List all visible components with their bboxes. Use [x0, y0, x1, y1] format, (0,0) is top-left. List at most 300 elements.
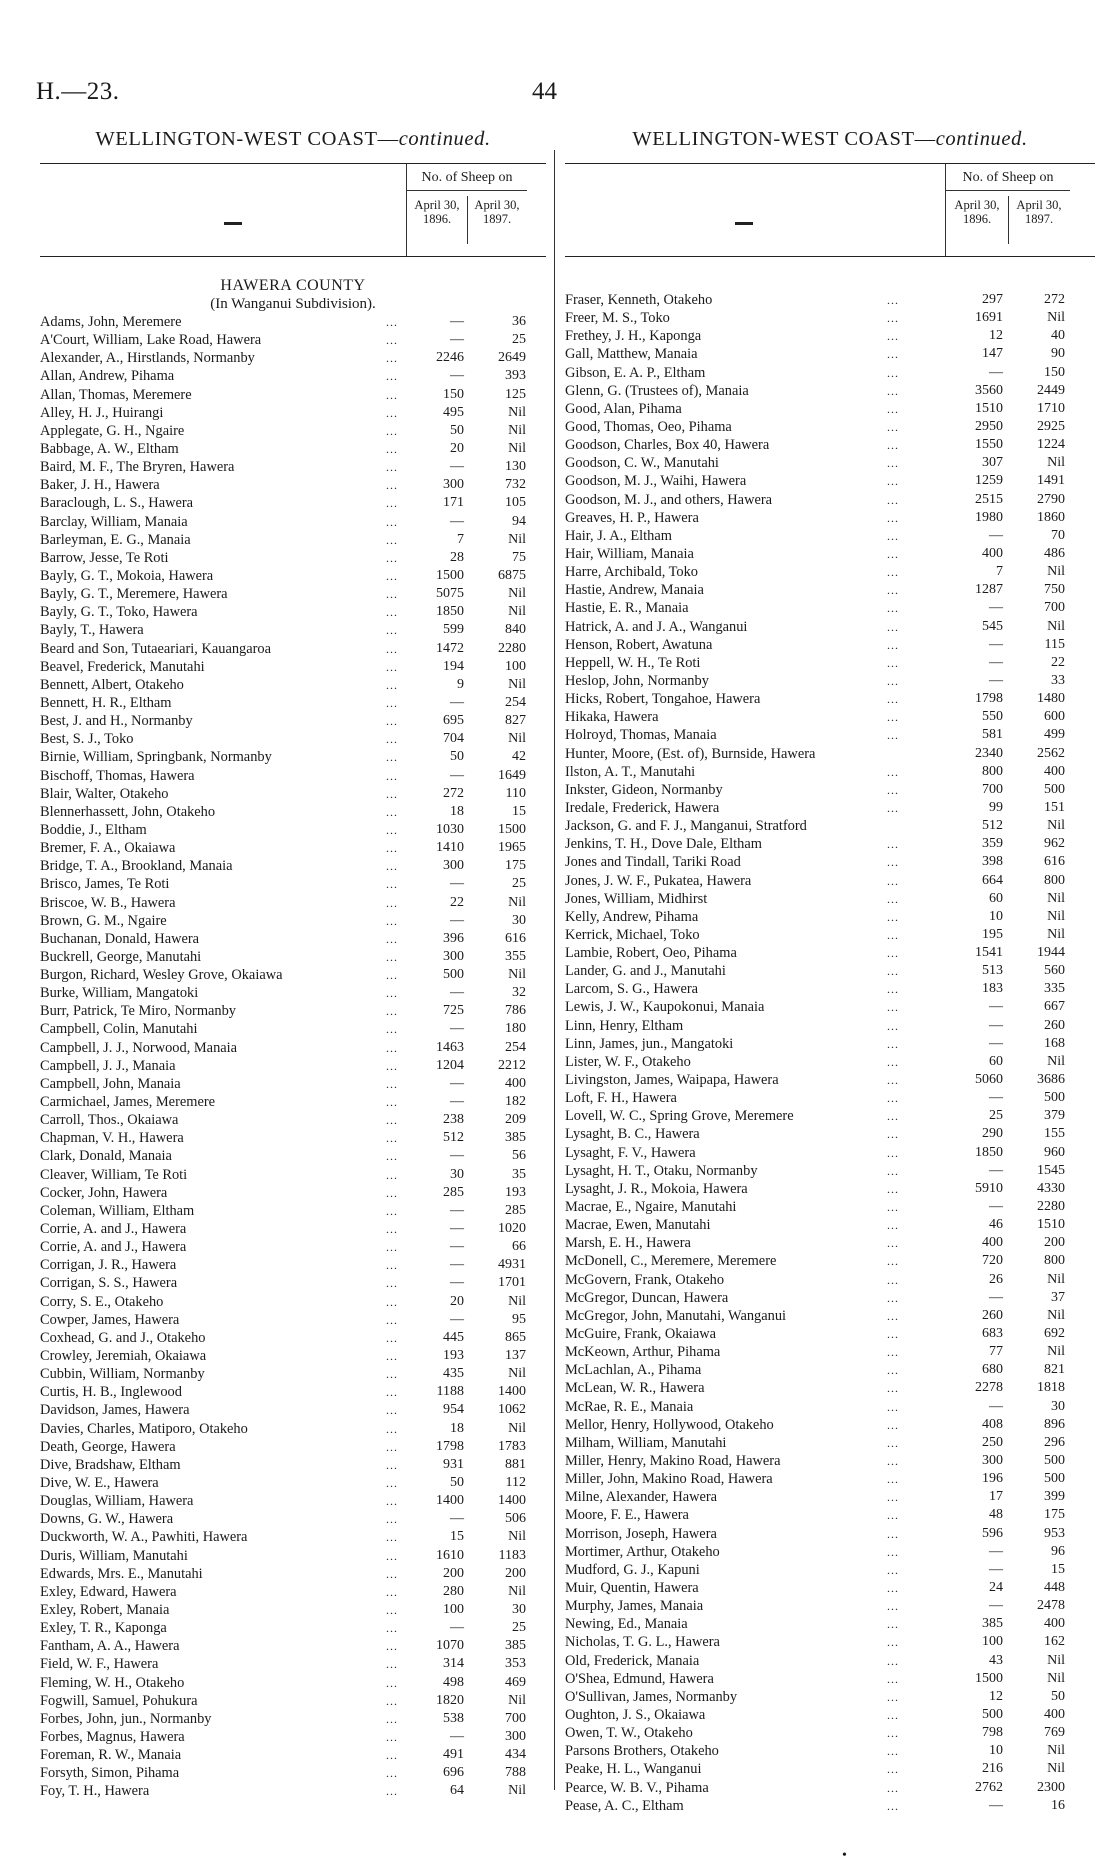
row-value-1896: —	[989, 1543, 1003, 1559]
table-row	[565, 1742, 1095, 1760]
row-name: Curtis, H. B., Inglewood	[40, 1384, 182, 1401]
row-name: Baird, M. F., The Bryren, Hawera	[40, 459, 235, 476]
row-value-1896: 10	[989, 908, 1003, 924]
row-name: Corrie, A. and J., Hawera	[40, 1239, 187, 1256]
table-row	[40, 1220, 546, 1238]
row-leader-dots: ...	[386, 822, 398, 837]
row-name: Baraclough, L. S., Hawera	[40, 495, 194, 512]
row-name: Gibson, E. A. P., Eltham	[565, 364, 706, 381]
row-name: McLachlan, A., Pihama	[565, 1362, 702, 1379]
table-row	[565, 491, 1095, 509]
row-name: Foy, T. H., Hawera	[40, 1783, 150, 1800]
row-value-1897: 1545	[1037, 1162, 1065, 1178]
table-row	[40, 712, 546, 730]
row-value-1896: 1030	[436, 821, 464, 837]
table-row	[565, 980, 1095, 998]
table-row	[40, 1692, 546, 1710]
right-name-column-dash	[735, 222, 753, 225]
row-leader-dots: ...	[887, 365, 899, 380]
row-value-1896: —	[450, 912, 464, 928]
row-value-1897: 32	[512, 985, 526, 1001]
row-name: Forbes, John, jun., Normanby	[40, 1710, 212, 1727]
row-value-1896: 77	[989, 1344, 1003, 1360]
row-value-1896: 297	[982, 292, 1003, 307]
row-leader-dots: ...	[386, 1276, 398, 1291]
row-value-1897: 434	[505, 1747, 526, 1763]
row-value-1897: 105	[505, 495, 526, 511]
row-leader-dots: ...	[887, 510, 899, 525]
row-name: Goodson, M. J., Waihi, Hawera	[565, 473, 747, 490]
row-value-1897: 769	[1044, 1725, 1065, 1741]
row-value-1897: 616	[505, 930, 526, 946]
row-value-1896: —	[989, 1090, 1003, 1106]
row-name: Iredale, Frederick, Hawera	[565, 799, 720, 816]
row-value-1897: 162	[1044, 1634, 1065, 1650]
row-name: Coleman, William, Eltham	[40, 1202, 195, 1219]
table-row	[565, 926, 1095, 944]
row-value-1897: 667	[1044, 999, 1065, 1015]
row-name: Lysaght, F. V., Hawera	[565, 1144, 696, 1161]
row-value-1896: —	[450, 1620, 464, 1636]
row-value-1897: 25	[512, 1620, 526, 1636]
table-row	[40, 386, 546, 404]
row-value-1897: 1944	[1037, 945, 1065, 961]
row-value-1897: 25	[512, 332, 526, 348]
row-value-1897: 353	[505, 1656, 526, 1672]
row-leader-dots: ...	[887, 1091, 899, 1106]
table-row	[40, 857, 546, 875]
row-name: Clark, Donald, Manaia	[40, 1148, 172, 1165]
row-value-1897: 209	[505, 1112, 526, 1128]
row-name: Lysaght, B. C., Hawera	[565, 1126, 700, 1143]
table-row	[40, 966, 546, 984]
row-value-1896: 400	[982, 545, 1003, 561]
table-row	[40, 767, 546, 785]
table-row	[40, 894, 546, 912]
left-column-title	[40, 128, 546, 151]
row-value-1897: Nil	[508, 440, 526, 456]
row-leader-dots: ...	[887, 1018, 899, 1033]
row-value-1896: 50	[450, 749, 464, 765]
row-name: Pease, A. C., Eltham	[565, 1797, 684, 1814]
row-value-1896: 1472	[436, 640, 464, 656]
row-value-1896: 1410	[436, 840, 464, 856]
row-value-1896: —	[450, 1202, 464, 1218]
row-name: Linn, James, jun., Mangatoki	[565, 1035, 734, 1052]
row-value-1896: 22	[450, 894, 464, 910]
row-name: Fantham, A. A., Hawera	[40, 1638, 180, 1655]
row-value-1897: Nil	[1047, 1053, 1065, 1069]
row-name: Forbes, Magnus, Hawera	[40, 1728, 185, 1745]
table-row	[565, 1289, 1095, 1307]
row-value-1897: 2649	[498, 350, 526, 366]
row-value-1896: 2950	[975, 418, 1003, 434]
row-value-1896: 704	[443, 731, 464, 747]
row-value-1897: 296	[1044, 1434, 1065, 1450]
row-leader-dots: ...	[887, 1000, 899, 1015]
table-row	[565, 1271, 1095, 1289]
row-name: Oughton, J. S., Okaiawa	[565, 1706, 706, 1723]
row-value-1896: 800	[982, 763, 1003, 779]
table-row	[40, 948, 546, 966]
page-number: 44	[532, 78, 557, 105]
row-name: Good, Alan, Pihama	[565, 400, 682, 417]
row-value-1896: 64	[450, 1783, 464, 1799]
row-name: Cowper, James, Hawera	[40, 1311, 180, 1328]
table-row	[565, 418, 1095, 436]
row-value-1896: —	[450, 1511, 464, 1527]
row-name: Birnie, William, Springbank, Normanby	[40, 749, 272, 766]
row-value-1897: Nil	[508, 731, 526, 747]
table-row	[565, 636, 1095, 654]
table-row	[40, 658, 546, 676]
table-row	[565, 1307, 1095, 1325]
table-row	[565, 1434, 1095, 1452]
row-value-1897: 56	[512, 1148, 526, 1164]
row-value-1897: 448	[1044, 1579, 1065, 1595]
row-leader-dots: ...	[887, 1218, 899, 1233]
row-value-1896: 683	[982, 1326, 1003, 1342]
table-row	[565, 745, 1095, 763]
table-row	[565, 1633, 1095, 1651]
row-leader-dots: ...	[386, 423, 398, 438]
row-value-1896: 599	[443, 622, 464, 638]
page-header-ref: H.—23.	[36, 78, 120, 105]
row-name: Alexander, A., Hirstlands, Normanby	[40, 350, 255, 367]
row-leader-dots: ...	[386, 1621, 398, 1636]
row-value-1897: 1818	[1037, 1380, 1065, 1396]
right-title-text: WELLINGTON-WEST COAST—	[632, 128, 936, 150]
row-value-1897: Nil	[1047, 926, 1065, 942]
row-value-1897: Nil	[1047, 455, 1065, 471]
row-name: Barrow, Jesse, Te Roti	[40, 549, 169, 566]
table-row	[40, 730, 546, 748]
row-name: Mortimer, Arthur, Otakeho	[565, 1543, 720, 1560]
table-row	[40, 1020, 546, 1038]
row-value-1897: 16	[1051, 1797, 1065, 1813]
row-value-1896: 99	[989, 799, 1003, 815]
row-name: Miller, Henry, Makino Road, Hawera	[565, 1453, 781, 1469]
row-value-1897: 272	[1044, 292, 1065, 307]
row-value-1897: Nil	[508, 1783, 526, 1799]
row-value-1896: 7	[996, 564, 1003, 580]
row-leader-dots: ...	[887, 1580, 899, 1595]
row-name: Barclay, William, Manaia	[40, 513, 188, 530]
row-value-1897: 37	[1051, 1289, 1065, 1305]
row-leader-dots: ...	[386, 1113, 398, 1128]
table-row	[565, 1252, 1095, 1270]
row-name: Buchanan, Donald, Hawera	[40, 930, 200, 947]
table-row	[40, 1202, 546, 1220]
table-row	[40, 1547, 546, 1565]
row-leader-dots: ...	[887, 1689, 899, 1704]
row-value-1896: 2246	[436, 350, 464, 366]
row-value-1896: 2278	[975, 1380, 1003, 1396]
row-leader-dots: ...	[887, 855, 899, 870]
table-row	[40, 1438, 546, 1456]
row-name: Goodson, M. J., and others, Hawera	[565, 491, 773, 508]
row-value-1896: —	[450, 1094, 464, 1110]
row-leader-dots: ...	[386, 1512, 398, 1527]
row-value-1897: 840	[505, 622, 526, 638]
row-value-1896: 545	[982, 618, 1003, 634]
row-value-1896: —	[989, 527, 1003, 543]
table-row	[565, 781, 1095, 799]
row-leader-dots: ...	[887, 1308, 899, 1323]
row-name: Lander, G. and J., Manutahi	[565, 963, 726, 980]
table-row	[40, 1002, 546, 1020]
row-value-1896: 2340	[975, 745, 1003, 761]
row-leader-dots: ...	[887, 1744, 899, 1759]
row-leader-dots: ...	[887, 873, 899, 888]
row-value-1896: 720	[982, 1253, 1003, 1269]
row-name: Bridge, T. A., Brookland, Manaia	[40, 858, 233, 875]
row-value-1896: 17	[989, 1489, 1003, 1505]
row-value-1897: Nil	[1047, 1271, 1065, 1287]
row-value-1897: Nil	[508, 1692, 526, 1708]
row-name: McGuire, Frank, Okaiawa	[565, 1326, 717, 1343]
row-name: Macrae, E., Ngaire, Manutahi	[565, 1199, 737, 1216]
table-row	[40, 676, 546, 694]
row-value-1896: 285	[443, 1184, 464, 1200]
row-leader-dots: ...	[887, 964, 899, 979]
table-row	[40, 1329, 546, 1347]
row-name: Hikaka, Hawera	[565, 709, 659, 726]
table-row	[40, 1764, 546, 1782]
table-row	[40, 1746, 546, 1764]
row-value-1897: 469	[505, 1674, 526, 1690]
row-name: Exley, T. R., Kaponga	[40, 1620, 167, 1637]
row-name: Hair, William, Manaia	[565, 545, 694, 562]
row-value-1897: 827	[505, 713, 526, 729]
row-leader-dots: ...	[386, 895, 398, 910]
row-name: Mudford, G. J., Kapuni	[565, 1561, 700, 1578]
row-value-1897: 400	[1044, 763, 1065, 779]
right-sheep-header	[945, 164, 1070, 256]
table-row	[565, 654, 1095, 672]
row-leader-dots: ...	[386, 1185, 398, 1200]
row-value-1896: 550	[982, 709, 1003, 725]
row-value-1896: —	[450, 1275, 464, 1291]
row-value-1897: 125	[505, 386, 526, 402]
table-row	[40, 785, 546, 803]
row-leader-dots: ...	[386, 369, 398, 384]
row-name: McGovern, Frank, Otakeho	[565, 1271, 725, 1288]
row-name: Davidson, James, Hawera	[40, 1402, 190, 1419]
row-name: Corry, S. E., Otakeho	[40, 1293, 164, 1310]
row-leader-dots: ...	[386, 1729, 398, 1744]
left-subheader-divider	[467, 196, 468, 244]
row-value-1896: —	[989, 1035, 1003, 1051]
table-row	[565, 726, 1095, 744]
row-value-1896: 1610	[436, 1547, 464, 1563]
row-leader-dots: ...	[887, 982, 899, 997]
row-name: Fleming, W. H., Otakeho	[40, 1674, 185, 1691]
row-value-1897: 100	[505, 658, 526, 674]
row-name: Corrigan, J. R., Hawera	[40, 1257, 177, 1274]
row-name: Cubbin, William, Normanby	[40, 1366, 205, 1383]
row-value-1896: 43	[989, 1652, 1003, 1668]
row-value-1897: 25	[512, 876, 526, 892]
row-value-1896: 171	[443, 495, 464, 511]
row-value-1896: 1500	[436, 567, 464, 583]
row-value-1896: 2762	[975, 1779, 1003, 1795]
row-name: Frethey, J. H., Kaponga	[565, 328, 702, 345]
row-name: Briscoe, W. B., Hawera	[40, 894, 176, 911]
row-name: Hastie, Andrew, Manaia	[565, 582, 704, 599]
row-name: Brisco, James, Te Roti	[40, 876, 170, 893]
right-column-title	[565, 128, 1095, 151]
row-value-1896: —	[989, 1797, 1003, 1813]
row-leader-dots: ...	[887, 800, 899, 815]
row-value-1896: 18	[450, 803, 464, 819]
table-row	[565, 817, 1095, 835]
row-leader-dots: ...	[386, 1312, 398, 1327]
row-leader-dots: ...	[887, 1200, 899, 1215]
table-row	[565, 581, 1095, 599]
row-value-1896: —	[450, 1257, 464, 1273]
row-leader-dots: ...	[887, 1054, 899, 1069]
row-value-1896: 193	[443, 1348, 464, 1364]
row-name: Foreman, R. W., Manaia	[40, 1747, 182, 1764]
row-leader-dots: ...	[887, 583, 899, 598]
row-name: Chapman, V. H., Hawera	[40, 1130, 184, 1147]
table-row	[40, 1256, 546, 1274]
row-value-1896: 512	[443, 1130, 464, 1146]
row-value-1897: 70	[1051, 527, 1065, 543]
row-leader-dots: ...	[887, 1599, 899, 1614]
row-value-1896: —	[450, 767, 464, 783]
row-value-1896: 396	[443, 930, 464, 946]
row-name: Henson, Robert, Awatuna	[565, 636, 713, 653]
row-value-1897: 50	[1051, 1688, 1065, 1704]
row-value-1897: Nil	[1047, 1307, 1065, 1323]
table-row	[565, 1198, 1095, 1216]
row-value-1897: Nil	[1047, 1743, 1065, 1759]
row-value-1896: 290	[982, 1126, 1003, 1142]
row-leader-dots: ...	[386, 532, 398, 547]
table-row	[565, 1470, 1095, 1488]
row-value-1897: 393	[505, 368, 526, 384]
table-row	[565, 545, 1095, 563]
row-leader-dots: ...	[386, 605, 398, 620]
row-name: McGregor, Duncan, Hawera	[565, 1289, 729, 1306]
row-leader-dots: ...	[887, 619, 899, 634]
row-value-1897: 732	[505, 477, 526, 493]
row-leader-dots: ...	[386, 315, 398, 329]
row-name: Cleaver, William, Te Roti	[40, 1166, 188, 1183]
row-value-1897: 4330	[1037, 1180, 1065, 1196]
table-row	[565, 1234, 1095, 1252]
table-row	[565, 872, 1095, 890]
row-value-1897: Nil	[1047, 908, 1065, 924]
row-value-1896: 147	[982, 346, 1003, 362]
row-value-1897: Nil	[1047, 890, 1065, 906]
row-value-1896: 48	[989, 1507, 1003, 1523]
row-value-1896: 931	[443, 1456, 464, 1472]
row-name: Owen, T. W., Otakeho	[565, 1725, 693, 1742]
row-value-1897: 953	[1044, 1525, 1065, 1541]
row-leader-dots: ...	[887, 927, 899, 942]
row-value-1897: 150	[1044, 364, 1065, 380]
row-leader-dots: ...	[887, 1290, 899, 1305]
row-value-1896: 1510	[975, 400, 1003, 416]
row-leader-dots: ...	[887, 692, 899, 707]
row-name: Newing, Ed., Manaia	[565, 1616, 688, 1633]
row-value-1896: 1798	[975, 691, 1003, 707]
row-name: Lysaght, H. T., Otaku, Normanby	[565, 1162, 758, 1179]
row-value-1897: 500	[1044, 1471, 1065, 1487]
row-value-1896: 46	[989, 1217, 1003, 1233]
table-row	[40, 1674, 546, 1692]
row-value-1897: 500	[1044, 1453, 1065, 1468]
left-sheep-header	[406, 164, 527, 256]
table-row	[565, 1506, 1095, 1524]
row-value-1897: 400	[505, 1075, 526, 1091]
row-value-1896: 500	[982, 1706, 1003, 1722]
row-leader-dots: ...	[887, 728, 899, 743]
row-value-1896: 498	[443, 1674, 464, 1690]
row-name: Peake, H. L., Wanganui	[565, 1761, 702, 1778]
row-leader-dots: ...	[386, 804, 398, 819]
row-value-1897: 960	[1044, 1144, 1065, 1160]
row-leader-dots: ...	[887, 1435, 899, 1450]
table-row	[565, 1379, 1095, 1397]
row-value-1896: —	[450, 314, 464, 329]
right-sheep-label: No. of Sheep on	[946, 170, 1070, 191]
row-value-1896: —	[450, 1728, 464, 1744]
row-value-1896: 9	[457, 676, 464, 692]
row-name: Lister, W. F., Otakeho	[565, 1053, 691, 1070]
row-name: Best, J. and H., Normanby	[40, 713, 193, 730]
row-value-1897: 254	[505, 694, 526, 710]
row-value-1897: 137	[505, 1348, 526, 1364]
table-row	[565, 472, 1095, 490]
row-name: Cocker, John, Hawera	[40, 1184, 168, 1201]
row-leader-dots: ...	[386, 1149, 398, 1164]
row-name: Adams, John, Meremere	[40, 314, 182, 330]
row-leader-dots: ...	[386, 677, 398, 692]
row-name: Bischoff, Thomas, Hawera	[40, 767, 195, 784]
right-subheader-divider	[1008, 196, 1009, 244]
table-row	[565, 1561, 1095, 1579]
row-value-1896: —	[989, 364, 1003, 380]
row-value-1897: 2300	[1037, 1779, 1065, 1795]
row-value-1897: 750	[1044, 582, 1065, 598]
row-value-1897: 30	[512, 1601, 526, 1617]
table-row	[565, 1107, 1095, 1125]
row-value-1897: 896	[1044, 1416, 1065, 1432]
row-leader-dots: ...	[386, 986, 398, 1001]
row-value-1897: 800	[1044, 872, 1065, 888]
row-name: Goodson, C. W., Manutahi	[565, 455, 719, 472]
row-leader-dots: ...	[386, 1439, 398, 1454]
table-row	[40, 1166, 546, 1184]
row-value-1897: 1062	[498, 1402, 526, 1418]
row-leader-dots: ...	[386, 931, 398, 946]
row-name: Blair, Walter, Otakeho	[40, 785, 169, 802]
table-row	[40, 1274, 546, 1292]
row-value-1897: 486	[1044, 545, 1065, 561]
row-leader-dots: ...	[887, 1562, 899, 1577]
row-name: Parsons Brothers, Otakeho	[565, 1743, 719, 1760]
row-name: Hair, J. A., Eltham	[565, 527, 672, 544]
row-name: Coxhead, G. and J., Otakeho	[40, 1329, 206, 1346]
table-row	[565, 599, 1095, 617]
row-value-1896: —	[450, 1148, 464, 1164]
row-value-1897: 335	[1044, 981, 1065, 997]
row-value-1896: —	[989, 672, 1003, 688]
